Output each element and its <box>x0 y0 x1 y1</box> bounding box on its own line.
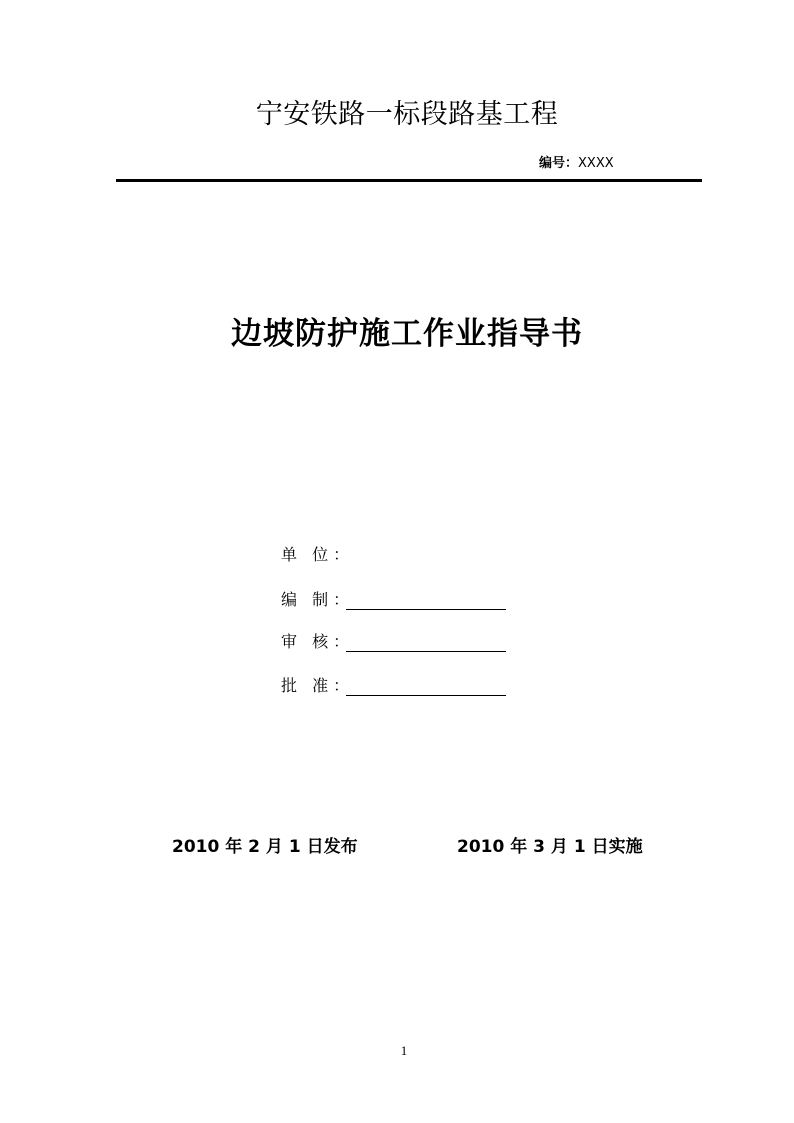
document-number-value: XXXX <box>578 156 614 171</box>
signature-row-unit <box>281 543 355 565</box>
signature-label-reviewer: 审 核： <box>281 632 355 651</box>
signature-line-approver <box>346 677 506 696</box>
document-number <box>539 156 614 172</box>
signature-row-compiler <box>281 588 506 610</box>
signature-label-compiler: 编 制： <box>281 590 355 609</box>
header-divider <box>116 179 702 182</box>
release-date: 2010 年 2 月 1 日发布 <box>172 837 358 857</box>
document-number-label: 编号： <box>539 156 579 171</box>
signature-line-reviewer <box>346 633 506 652</box>
signature-row-reviewer <box>281 630 506 652</box>
effective-date: 2010 年 3 月 1 日实施 <box>457 837 643 857</box>
signature-line-compiler <box>346 591 506 610</box>
project-title: 宁安铁路一标段路基工程 <box>255 99 559 130</box>
page-number: 1 <box>400 1043 408 1058</box>
dates-row <box>0 836 794 860</box>
document-title: 边坡防护施工作业指导书 <box>231 316 583 352</box>
signature-label-unit: 单 位： <box>281 545 355 564</box>
signature-label-approver: 批 准： <box>281 676 355 695</box>
signature-row-approver <box>281 674 506 696</box>
